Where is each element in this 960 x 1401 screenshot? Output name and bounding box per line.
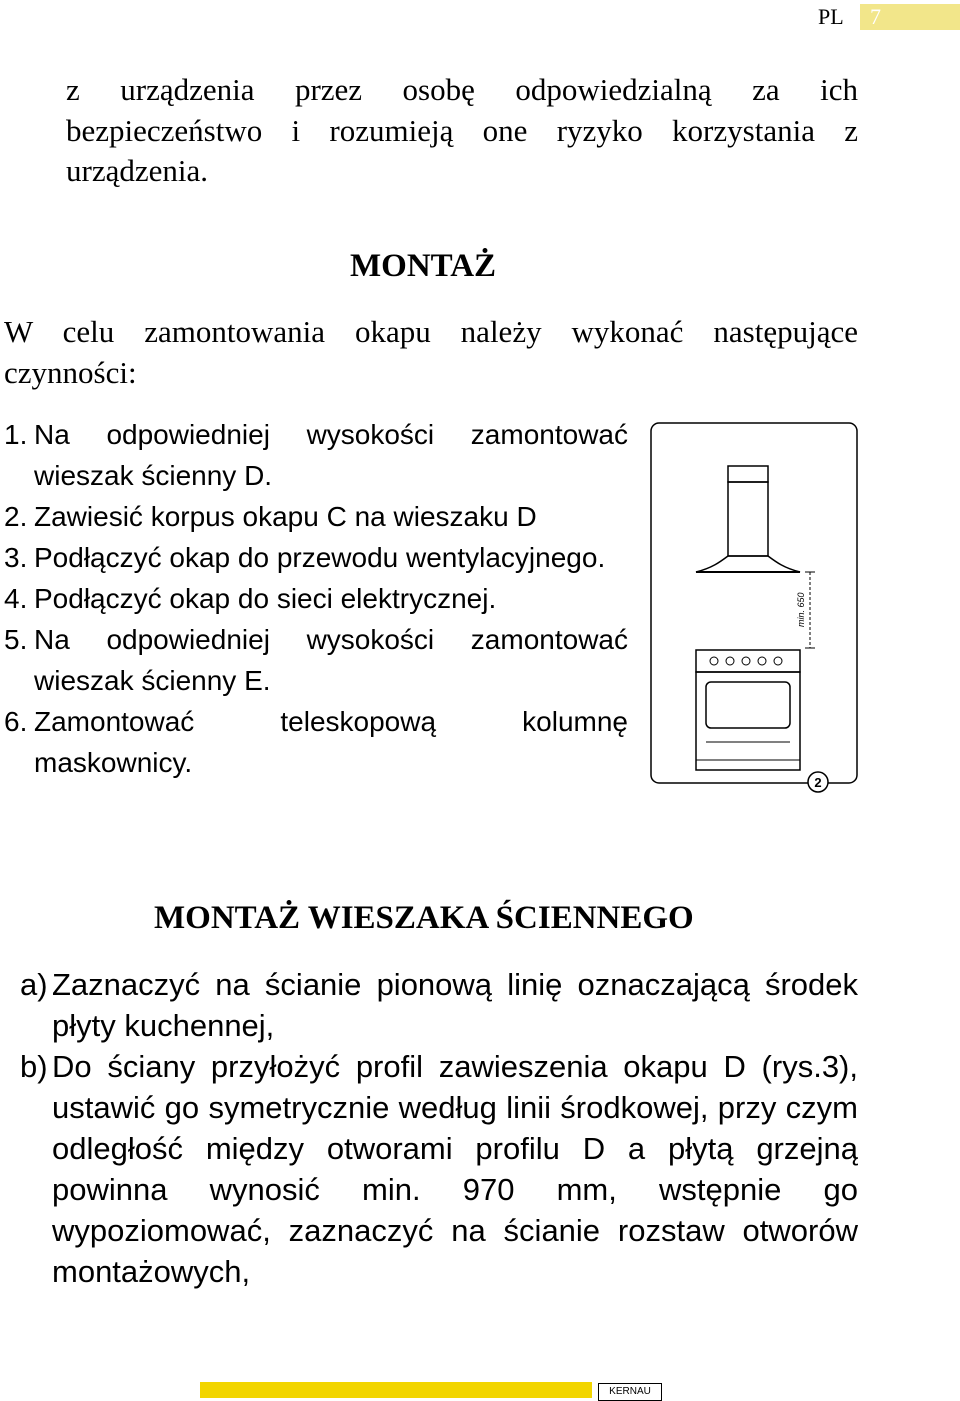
list-item-text: Do ściany przyłożyć profil zawieszenia okapu D (rys.3), ustawić go symetrycznie według linii środkowej, przy czym odległość między otworami profilu D a płytą grzejną powinna wynosić min. 970 mm, wstępnie go wypoziomować, zaznaczyć na ścianie rozstaw otworów montażowych, (52, 1049, 858, 1289)
list-item-text: Zaznaczyć na ścianie pionową linię oznaczającą środek płyty kuchennej, (52, 967, 858, 1043)
list-item-number: 6. (4, 706, 28, 737)
list-item (20, 1046, 858, 1292)
list-item-number: 4. (4, 583, 28, 614)
list-item (4, 619, 628, 701)
hood-canopy (696, 556, 800, 572)
page-number: 7 (860, 4, 960, 30)
knob (774, 657, 782, 665)
oven-door (706, 682, 790, 728)
hood-chimney (728, 482, 768, 556)
figure-number: 2 (814, 775, 822, 790)
installation-steps-list (4, 414, 628, 783)
list-item-number: 2. (4, 501, 28, 532)
list-item-letter: b) (20, 1049, 48, 1084)
hood-chimney-upper (728, 466, 768, 482)
knob (710, 657, 718, 665)
list-item-text: Podłączyć okap do sieci elektrycznej. (34, 583, 497, 614)
knob (742, 657, 750, 665)
list-item-letter: a) (20, 967, 48, 1002)
dimension-label: min. 650 (796, 592, 806, 627)
list-item (4, 414, 628, 496)
wall-bracket-steps-list (20, 964, 858, 1292)
list-item-text: Zamontować teleskopową kolumnę maskownicy. (34, 706, 628, 778)
list-item (20, 964, 858, 1046)
page-language-label: PL (818, 4, 844, 29)
list-item-text: Na odpowiedniej wysokości zamontować wieszak ścienny D. (34, 419, 628, 491)
list-item-number: 5. (4, 624, 28, 655)
knob (726, 657, 734, 665)
list-item (4, 701, 628, 783)
list-item (4, 578, 628, 619)
hood-installation-figure (650, 422, 858, 796)
list-item (4, 496, 628, 537)
list-item-text: Zawiesić korpus okapu C na wieszaku D (34, 501, 537, 532)
section-heading-wall-bracket: MONTAŻ WIESZAKA ŚCIENNEGO (154, 900, 694, 936)
list-item-number: 1. (4, 419, 28, 450)
list-item (4, 537, 628, 578)
footer-accent-bar (200, 1382, 592, 1398)
section-intro-text: W celu zamontowania okapu należy wykonać następujące czynności: (4, 314, 858, 390)
brand-logo: KERNAU (598, 1383, 662, 1401)
figure-frame (651, 423, 857, 783)
intro-text: z urządzenia przez osobę odpowiedzialną za ich bezpieczeństwo i rozumieją one ryzyko korzystania z urządzenia. (66, 72, 858, 188)
cooker-body (696, 672, 800, 770)
cooker-top (696, 650, 800, 672)
list-item-text: Podłączyć okap do przewodu wentylacyjnego. (34, 542, 606, 573)
list-item-number: 3. (4, 542, 28, 573)
list-item-text: Na odpowiedniej wysokości zamontować wieszak ścienny E. (34, 624, 628, 696)
section-heading-montaz: MONTAŻ (350, 248, 497, 284)
knob (758, 657, 766, 665)
